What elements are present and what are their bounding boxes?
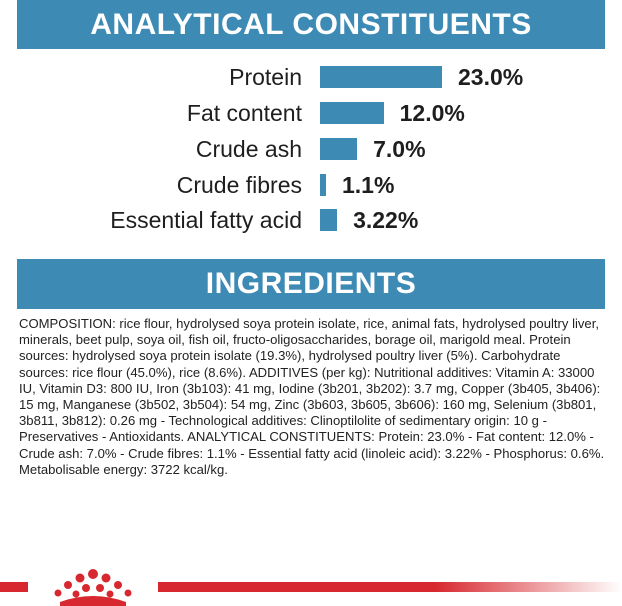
- constituent-value: 3.22%: [353, 207, 419, 233]
- ingredients-banner: [17, 259, 605, 309]
- constituent-row: [0, 134, 622, 164]
- constituent-value: 12.0%: [399, 100, 465, 126]
- constituent-label: Crude fibres: [176, 172, 302, 198]
- constituent-bar: [320, 138, 357, 160]
- constituent-label: Essential fatty acid: [110, 207, 302, 233]
- ingredients-heading: INGREDIENTS: [205, 267, 417, 300]
- constituent-row: [0, 205, 622, 235]
- constituent-value: 23.0%: [458, 64, 524, 90]
- constituent-row: [0, 62, 622, 92]
- constituent-bar: [320, 66, 442, 88]
- constituent-bar: [320, 174, 326, 196]
- constituent-bar: [320, 209, 337, 231]
- constituent-value: 1.1%: [342, 172, 395, 198]
- constituent-label: Crude ash: [195, 136, 302, 162]
- analytical-constituents-banner: [17, 0, 605, 49]
- constituent-bar: [320, 102, 384, 124]
- constituent-row: [0, 98, 622, 128]
- ingredients-text: COMPOSITION: rice flour, hydrolysed soya protein isolate, rice, animal fats, hydrolysed poultry liver, minerals, beet pulp, soya oil, fish oil, fructo-oligosaccharides, borage oil, marigold meal. Protein sources: hydrolysed soya protein isolate (19.3%), hydrolysed poultry liver (5%). Carbohydrate sources: rice flour (45.0%), rice (8.6%). ADDITIVES (per kg): Nutritional additives: Vitamin A: 33000 IU, Vitamin D3: 800 IU, Iron (3b103): 41 mg, Iodine (3b201, 3b202): 3.7 mg, Copper (3b405, 3b406): 15 mg, Manganese (3b502, 3b504): 54 mg, Zinc (3b603, 3b605, 3b606): 160 mg, Selenium (3b801, 3b811, 3b812): 0.26 mg - Technological additives: Clinoptilolite of sedimentary origin: 10 g - Preservatives - Antioxidants. ANALYTICAL CONSTITUENTS: Protein: 23.0% - Fat content: 12.0% - Crude ash: 7.0% - Crude fibres: 1.1% - Essential fatty acid (linoleic acid): 3.22% - Phosphorus: 0.6%. Metabolisable energy: 3722 kcal/kg.: [19, 316, 605, 477]
- analytical-heading: ANALYTICAL CONSTITUENTS: [90, 8, 532, 41]
- constituent-label: Protein: [229, 64, 302, 90]
- crown-logo-icon: [38, 566, 148, 606]
- constituent-row: [0, 170, 622, 200]
- constituent-value: 7.0%: [373, 136, 426, 162]
- constituent-label: Fat content: [186, 100, 302, 126]
